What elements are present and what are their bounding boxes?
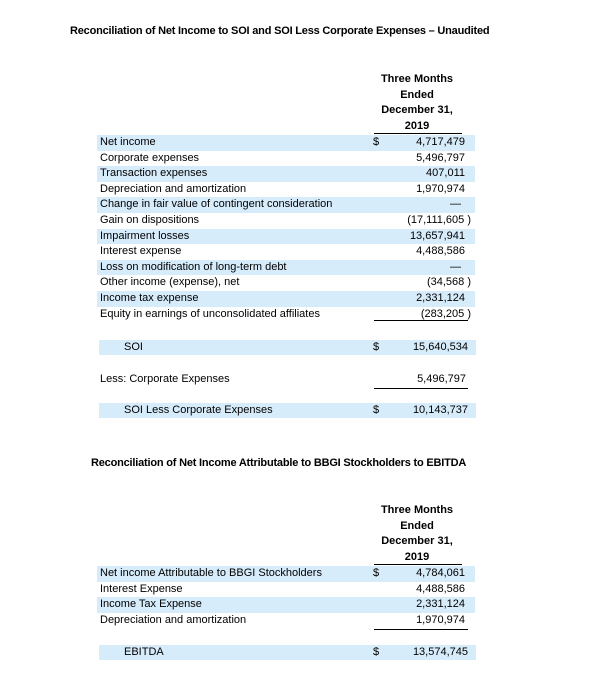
row-label: Depreciation and amortization	[100, 613, 247, 626]
dollar-sign: $	[373, 646, 380, 658]
row-value: (283,205 )	[420, 307, 471, 320]
table-row	[97, 197, 475, 213]
table-row	[97, 275, 475, 291]
row-label: Income Tax Expense	[100, 598, 202, 611]
soi-less-row	[99, 403, 476, 418]
less-corporate-value: 5,496,797	[417, 373, 466, 385]
row-value: —	[450, 260, 461, 273]
header-line: 2019	[404, 550, 430, 563]
header-rule	[374, 133, 462, 134]
row-value: (34,568 )	[426, 276, 471, 289]
row-label: Net income Attributable to BBGI Stockholders	[100, 567, 322, 579]
row-value: 4,717,479	[416, 136, 465, 148]
table-row	[97, 213, 475, 229]
table-row	[97, 135, 475, 151]
dollar-sign: $	[373, 404, 380, 416]
row-label: Net income	[100, 136, 156, 148]
row-value: 4,488,586	[416, 582, 465, 595]
row-value: 4,488,586	[416, 245, 465, 258]
row-label: Impairment losses	[100, 229, 190, 242]
row-label: Loss on modification of long-term debt	[100, 260, 287, 273]
row-value: 2,331,124	[416, 292, 465, 304]
row-label: Transaction expenses	[100, 167, 208, 180]
soi-value: 15,640,534	[412, 341, 468, 353]
subtotal-rule	[374, 320, 468, 321]
row-value: —	[450, 198, 461, 211]
row-label: Gain on dispositions	[100, 214, 200, 226]
row-label: Equity in earnings of unconsolidated affiliates	[100, 307, 320, 320]
dollar-sign: $	[373, 567, 380, 579]
row-value: 2,331,124	[416, 598, 465, 611]
subtotal-rule	[374, 629, 468, 630]
header-line: Three Months	[380, 73, 454, 85]
row-value: (17,111,605 )	[407, 214, 471, 226]
section2-column-header	[371, 503, 463, 565]
table-row	[97, 260, 475, 276]
dollar-sign: $	[373, 136, 380, 148]
section2-title: Reconciliation of Net Income Attributable to BBGI Stockholders to EBITDA	[91, 457, 467, 469]
row-value: 1,970,974	[416, 613, 465, 626]
dollar-sign: $	[373, 341, 380, 353]
header-line: December 31,	[381, 535, 453, 547]
row-label: Corporate expenses	[100, 151, 200, 164]
less-corporate-label: Less: Corporate Expenses	[100, 373, 230, 385]
table-row	[97, 582, 475, 598]
row-label: Depreciation and amortization	[100, 182, 247, 195]
header-rule	[374, 564, 462, 565]
ebitda-label: EBITDA	[124, 646, 164, 658]
soi-label: SOI	[124, 341, 143, 353]
row-label: Other income (expense), net	[100, 276, 240, 289]
row-value: 13,657,941	[409, 229, 465, 242]
header-line: 2019	[404, 119, 430, 132]
ebitda-value: 13,574,745	[412, 646, 468, 658]
soi-less-label: SOI Less Corporate Expenses	[124, 404, 273, 416]
row-value: 5,496,797	[416, 151, 465, 164]
soi-less-value: 10,143,737	[412, 404, 468, 416]
table-row	[97, 166, 475, 182]
row-value: 1,970,974	[416, 182, 465, 195]
section1-title: Reconciliation of Net Income to SOI and SOI Less Corporate Expenses – Unaudited	[70, 25, 490, 37]
table-row	[97, 244, 475, 260]
soi-row	[99, 340, 476, 355]
header-line: Three Months	[380, 504, 454, 516]
ebitda-row	[99, 645, 476, 660]
row-label: Interest Expense	[100, 582, 183, 595]
table-row	[97, 291, 475, 307]
header-line: December 31,	[381, 104, 453, 116]
row-value: 4,784,061	[416, 567, 465, 579]
row-value: 407,011	[426, 167, 465, 180]
header-line: Ended	[400, 519, 434, 532]
row-label: Income tax expense	[100, 292, 199, 304]
row-label: Change in fair value of contingent consideration	[100, 198, 333, 211]
table-row	[97, 182, 475, 198]
table-row	[97, 151, 475, 167]
header-line: Ended	[400, 88, 434, 101]
table-row	[97, 566, 475, 582]
row-label: Interest expense	[100, 245, 182, 258]
table-row	[97, 613, 475, 629]
less-rule	[374, 388, 468, 389]
table-row	[97, 229, 475, 245]
table-row	[97, 597, 475, 613]
section1-column-header	[371, 72, 463, 134]
